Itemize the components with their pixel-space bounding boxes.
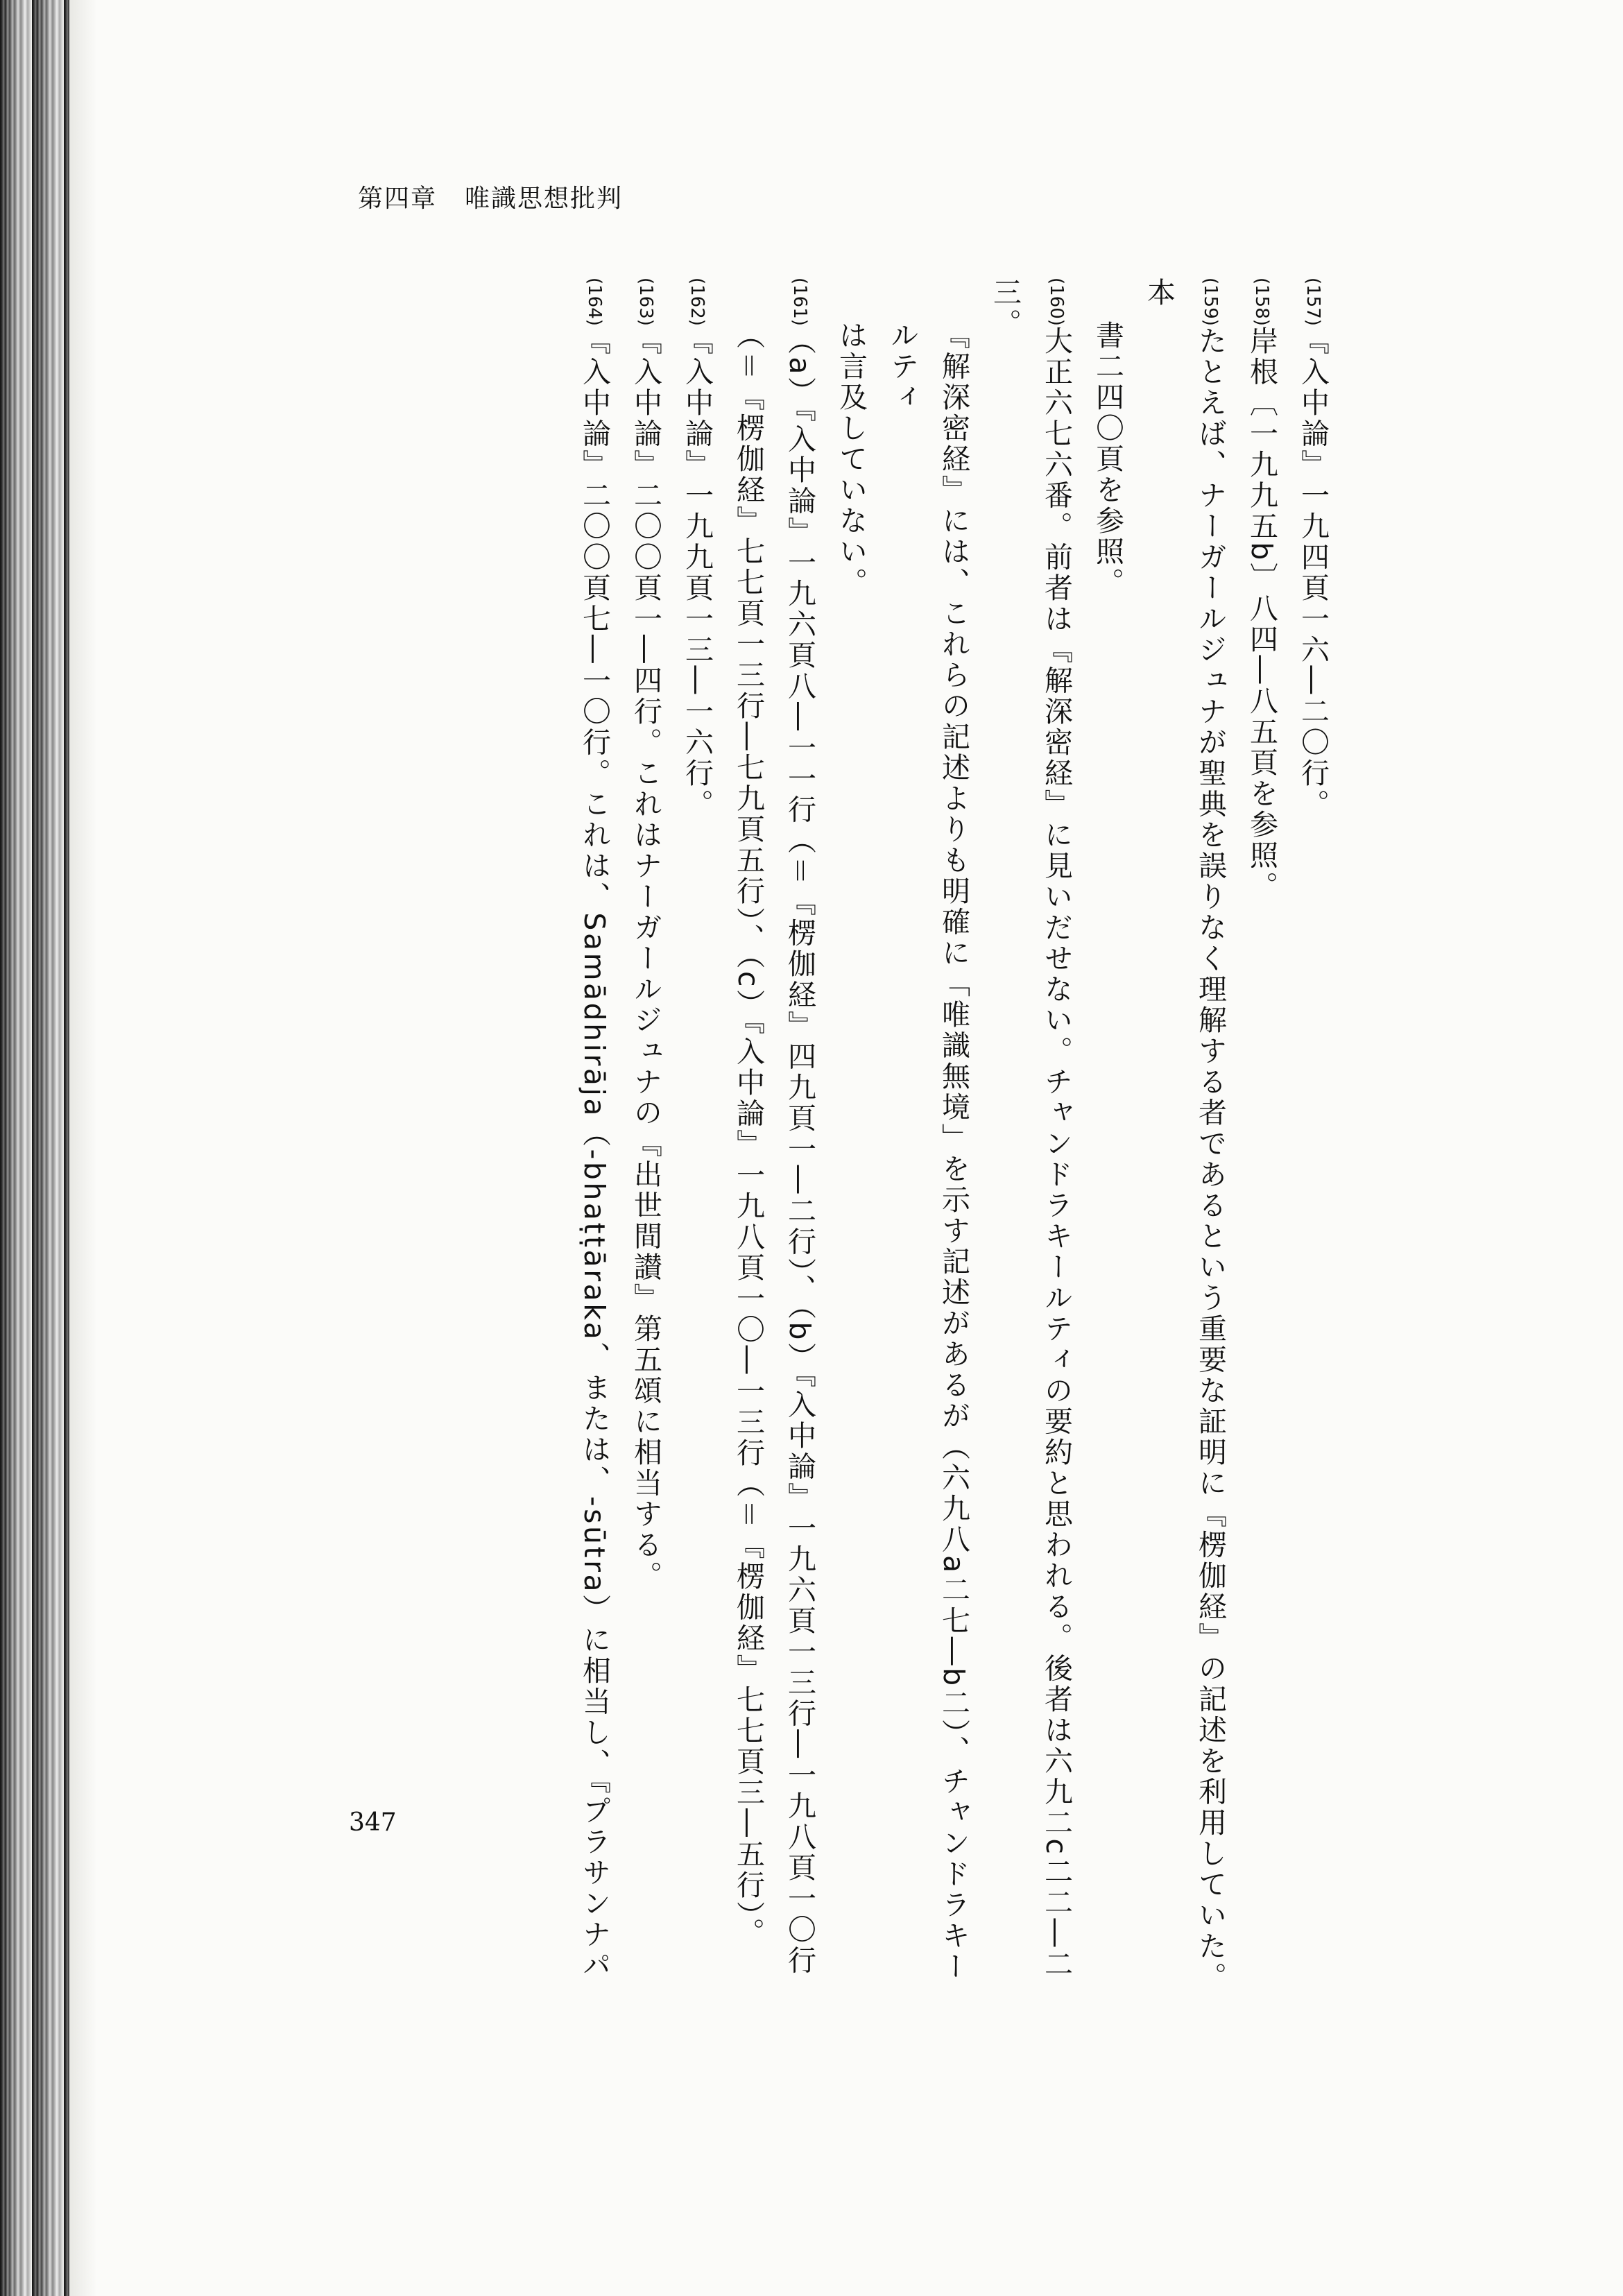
note-163 [620,277,671,1998]
running-head [358,179,623,214]
note-162 [671,277,723,1998]
book-spine-shadow [0,0,69,2296]
note-text: 大正六七六番。前者は『解深密経』に見いだせない。チャンドラキールティの要約と思われる。後者は六九二c二二―二三。 [988,277,1073,1980]
chapter-title: 唯識思想批判 [465,185,624,213]
page-number: 347 [349,1808,397,1837]
note-continuation: （＝『楞伽経』七七頁一三行―七九頁五行）、（c）『入中論』一九八頁一〇―一三行（＝『楞伽経』七七頁三―五行）。 [732,320,765,1949]
note-number: (161) [789,277,810,326]
note-161 [723,277,825,1998]
note-number: (158) [1251,277,1272,326]
note-159 [1082,277,1236,1998]
spine-fade [69,0,97,2296]
note-160 [825,277,1082,1998]
note-text: 岸根〔一九九五b〕八四―八五頁を参照。 [1245,325,1278,902]
note-continuation: 『解深密経』には、これらの記述よりも明確に「唯識無境」を示す記述があるが（六九八a二七―b二）、チャンドラキールティ [886,320,970,1983]
note-number: (164) [584,277,605,326]
note-164 [569,277,620,1998]
note-continuation: 書二四〇頁を参照。 [1091,320,1124,599]
note-text: 『入中論』二〇〇頁一―四行。これはナーガールジュナの『出世間讃』第五頌に相当する。 [629,325,662,1592]
note-text: たとえば、ナーガールジュナが聖典を誤りなく理解する者であるという重要な証明に『楞伽経』の記述を利用していた。本 [1142,277,1227,1993]
note-number: (162) [687,277,707,326]
note-number: (160) [1046,277,1067,326]
chapter-label: 第四章 [358,185,438,213]
note-number: (163) [635,277,656,326]
note-text: 『入中論』一九四頁一六―二〇行。 [1296,325,1330,820]
note-text: 『入中論』二〇〇頁七―一〇行。これは、Samādhirāja（-bhaṭṭāraka、または、-sūtra）に相当し、『プラサンナパ [578,325,611,1982]
endnotes-column [569,277,1339,1998]
note-text: （a）『入中論』一九六頁八―一一行（＝『楞伽経』四九頁一―二行）、（b）『入中論』一九六頁一三行―一九八頁一〇行 [783,325,816,1977]
note-number: (159) [1200,277,1221,326]
note-number: (157) [1303,277,1323,326]
note-158 [1236,277,1287,1998]
note-157 [1287,277,1339,1998]
note-continuation-2: は言及していない。 [834,320,868,599]
note-text: 『入中論』一九九頁一三―一六行。 [680,325,714,820]
